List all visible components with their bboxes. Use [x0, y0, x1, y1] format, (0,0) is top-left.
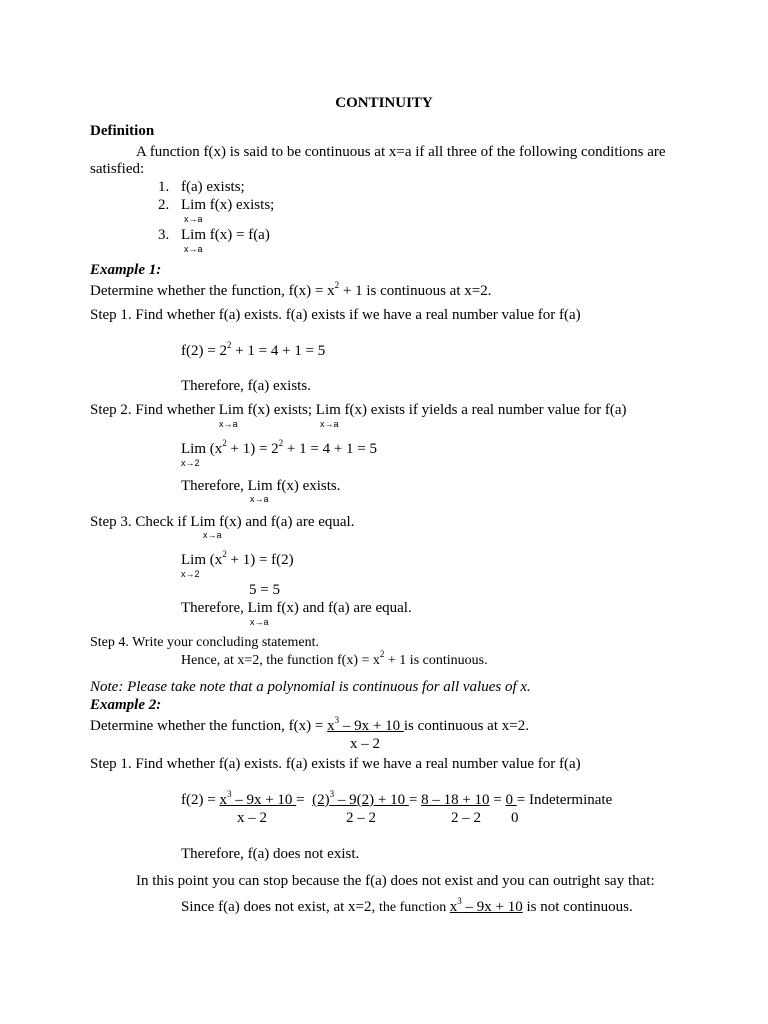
example-1-step-3-equation-subscript: x→2	[181, 569, 200, 579]
example-1-step-3-subscript: x→a	[203, 530, 222, 540]
example-1-step-2-therefore-subscript: x→a	[250, 494, 269, 504]
condition-2-number: 2.	[158, 197, 170, 213]
condition-3-number: 3.	[158, 227, 170, 243]
example-1-step-3-equality: 5 = 5	[249, 582, 280, 598]
definition-text-line2: satisfied:	[90, 161, 145, 177]
condition-1-number: 1.	[158, 179, 170, 195]
definition-heading: Definition	[90, 123, 155, 139]
polynomial-note: Note: Please take note that a polynomial is continuous for all values of x.	[90, 679, 531, 695]
example-1-step-4: Step 4. Write your concluding statement.	[90, 635, 319, 650]
definition-text-line1: A function f(x) is said to be continuous at x=a if all three of the following conditions are	[136, 144, 666, 160]
example-2-step-1: Step 1. Find whether f(a) exists. f(a) exists if we have a real number value for f(a)	[90, 756, 581, 772]
example-2-frac2-denominator: 2 – 2	[346, 810, 376, 826]
example-2-f2-numerator-line: $f(2) = x^3 - 9x + 10 = (2)^3 - 9(2) + 10 = 8 - 18 + 10 = 0$ = Indeterminate	[181, 789, 613, 808]
example-2-frac1-denominator: x – 2	[237, 810, 267, 826]
example-1-step-3-equation: Lim $(x^2 + 1) = f(2)$	[181, 549, 294, 568]
example-1-step-1-equation: $f(2) = 2^2 + 1 = 4 + 1 = 5$	[181, 340, 326, 359]
example-2-stop-statement: In this point you can stop because the f(a) does not exist and you can outright say that:	[136, 873, 655, 889]
example-1-step-2: Step 2. Find whether Lim f(x) exists; Lim f(x) exists if yields a real number value for f(a)	[90, 402, 627, 418]
example-2-therefore: Therefore, f(a) does not exist.	[181, 846, 360, 862]
example-1-intro: Determine whether the function, $f(x) = x^2 + 1$ is continuous at x=2.	[90, 280, 492, 299]
condition-1-text: f(a) exists;	[181, 179, 245, 195]
condition-2-text: Lim f(x) exists;	[181, 197, 275, 213]
example-2-heading: Example 2:	[90, 697, 162, 713]
example-1-step-2-subscript-2: x→a	[320, 419, 339, 429]
example-1-step-2-therefore: Therefore, Lim f(x) exists.	[181, 478, 341, 494]
example-1-step-3-therefore-subscript: x→a	[250, 617, 269, 627]
example-1-step-1: Step 1. Find whether f(a) exists. f(a) exists if we have a real number value for f(a)	[90, 307, 581, 323]
example-2-frac4-denominator: 0	[511, 810, 519, 826]
example-1-step-2-equation-subscript: x→2	[181, 458, 200, 468]
example-1-step-2-equation: Lim $(x^2 + 1) = 2^2 + 1 = 4 + 1 = 5$	[181, 438, 378, 457]
example-1-step-3: Step 3. Check if Lim f(x) and f(a) are equal.	[90, 514, 355, 530]
example-1-step-3-therefore: Therefore, Lim f(x) and f(a) are equal.	[181, 600, 412, 616]
example-2-frac3-denominator: 2 – 2	[451, 810, 481, 826]
condition-2-limit-subscript: x→a	[184, 214, 203, 224]
example-2-intro-denominator: x – 2	[350, 736, 380, 752]
example-2-intro: Determine whether the function, $f(x) = x^3 - 9x + 10$ is continuous at x=2.	[90, 715, 529, 734]
example-1-heading: Example 1:	[90, 262, 162, 278]
example-1-conclusion: Hence, at x=2, the function $f(x) = x^2 + 1$ is continuous.	[181, 649, 488, 668]
example-1-step-1-therefore: Therefore, f(a) exists.	[181, 378, 311, 394]
page-title: CONTINUITY	[335, 95, 433, 111]
condition-3-limit-subscript: x→a	[184, 244, 203, 254]
example-1-step-2-subscript-1: x→a	[219, 419, 238, 429]
condition-3-text: Lim f(x) = f(a)	[181, 227, 270, 243]
example-2-conclusion: Since f(a) does not exist, at x=2, the function $x^3 - 9x + 10$ is not continuous.	[181, 896, 633, 915]
